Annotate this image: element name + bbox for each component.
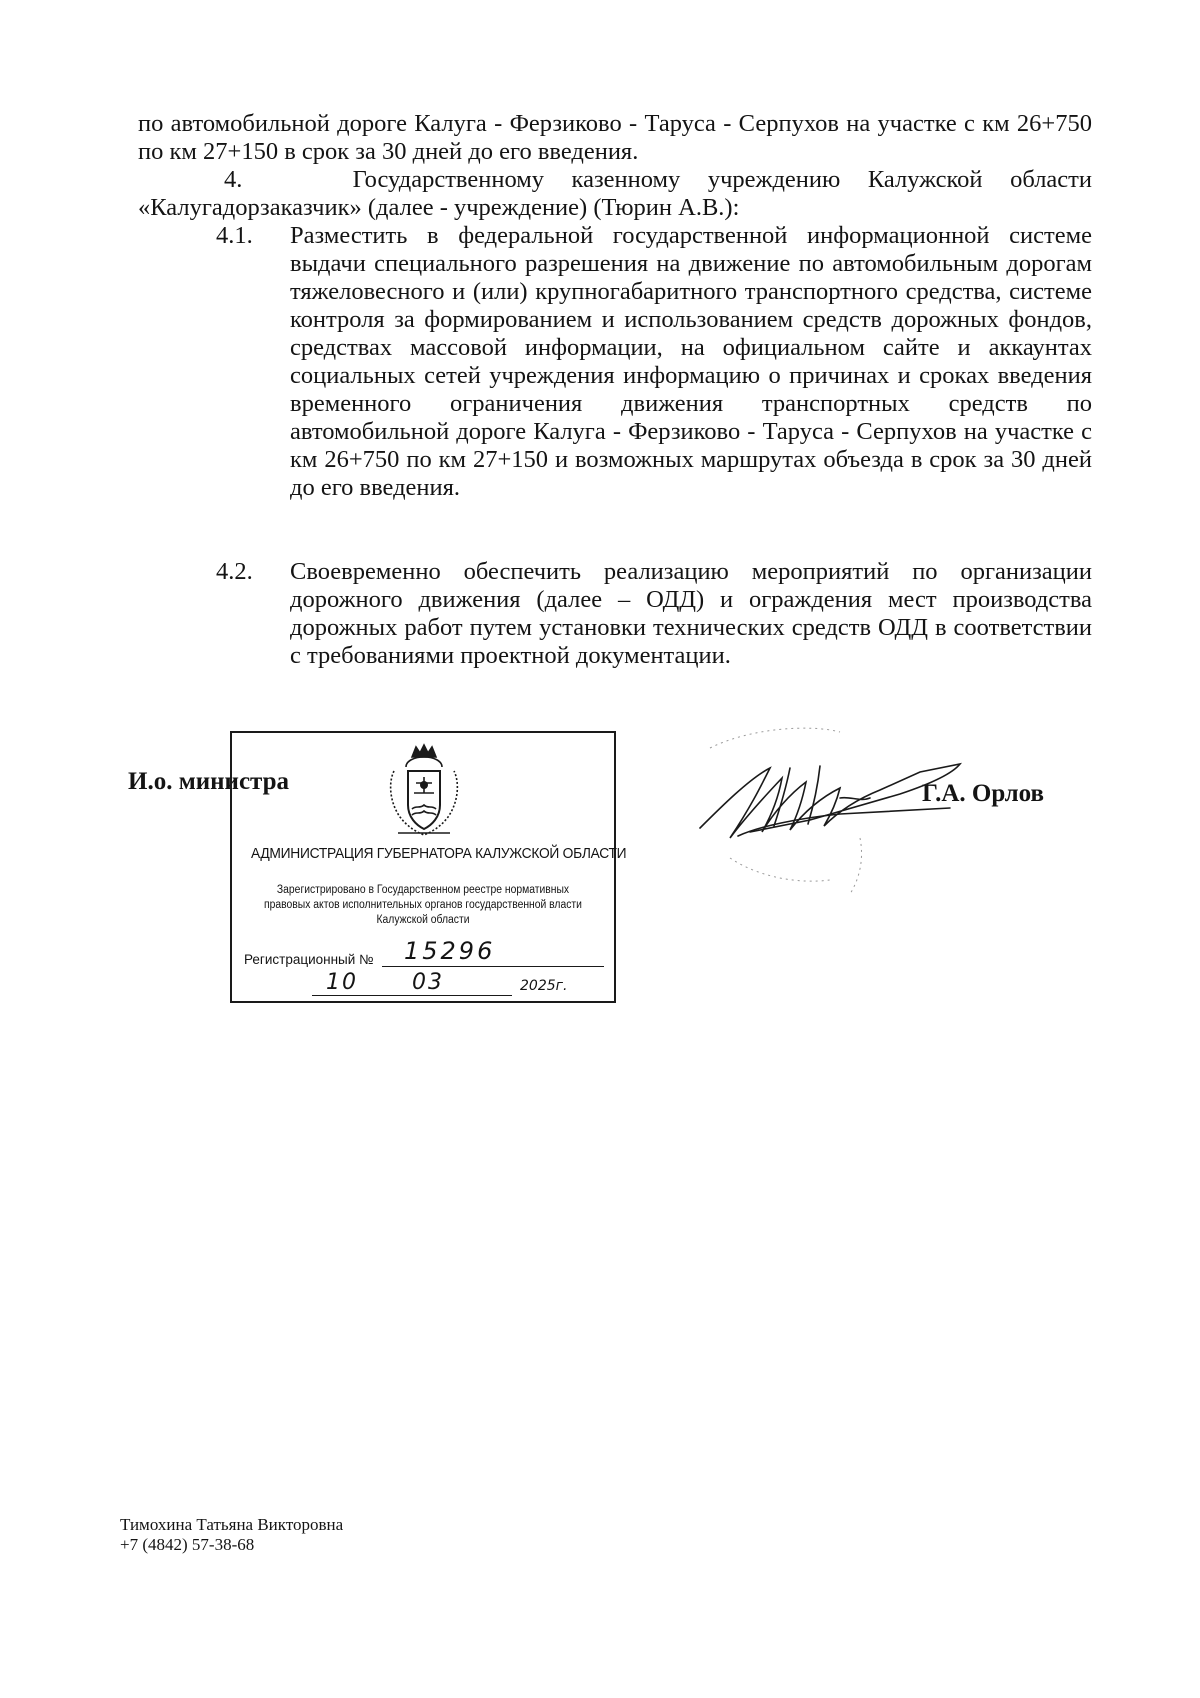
stamp-registration-label: Регистрационный №	[244, 952, 374, 967]
item-4-text: 4. Государственному казенному учреждению Калужской области «Калугадорзаказчик» (далее - учреждение) (Тюрин А.В.):	[138, 166, 1092, 221]
sub-item-text: Разместить в федеральной государственной информационной системе выдачи специального разрешения на движение по автомобильным дорогам тяжеловесного и (или) крупногабаритного транспортного средства, системе контроля за формированием и использованием средств дорожных фондов, средствах массовой информации, на официальном сайте и аккаунтах социальных сетей учреждения информацию о причинах и сроках введения временного ограничения движения транспортных средств по автомобильной дороге Калуга - Ферзиково - Таруса - Серпухов на участке с км 26+750 по км 27+150 и возможных маршрутах объезда в срок за 30 дней до его введения.	[290, 222, 1092, 501]
stamp-date-month: 03	[412, 970, 444, 995]
stamp-registration-number-row	[244, 937, 604, 969]
registration-stamp	[230, 731, 627, 1003]
signatory-name: Г.А. Орлов	[922, 780, 1045, 807]
handwritten-signature-icon	[690, 708, 980, 938]
stamp-date-year: 2025г.	[520, 978, 568, 994]
sub-item-number: 4.2.	[216, 558, 253, 585]
stamp-organization: АДМИНИСТРАЦИЯ ГУБЕРНАТОРА КАЛУЖСКОЙ ОБЛАСТИ	[250, 845, 627, 862]
sub-item-number: 4.1.	[216, 222, 253, 249]
executor-phone: +7 (4842) 57-38-68	[120, 1535, 255, 1554]
executor-name: Тимохина Татьяна Викторовна	[120, 1515, 344, 1534]
stamp-registration-note: Зарегистрировано в Государственном реестре нормативных правовых актов исполнительных органов государственной власти Калужской области	[264, 884, 582, 926]
signatory-position: И.о. министра	[128, 768, 290, 795]
stamp-registration-number: 15296	[404, 937, 496, 965]
stamp-date-row	[312, 971, 602, 997]
stamp-underline	[382, 966, 604, 967]
stamp-underline	[312, 995, 512, 996]
stamp-date-day: 10	[326, 970, 358, 995]
coat-of-arms-icon	[384, 743, 464, 843]
item-4-paragraph	[138, 166, 1092, 222]
executor-block	[120, 1515, 343, 1555]
continuation-paragraph: по автомобильной дороге Калуга - Ферзиково - Таруса - Серпухов на участке с км 26+750 по км 27+150 в срок за 30 дней до его введения.	[138, 110, 1092, 165]
sub-item-text: Своевременно обеспечить реализацию мероприятий по организации дорожного движения (далее – ОДД) и ограждения мест производства дорожных работ путем установки технических средств ОДД в соответствии с требованиями проектной документации.	[290, 558, 1092, 669]
